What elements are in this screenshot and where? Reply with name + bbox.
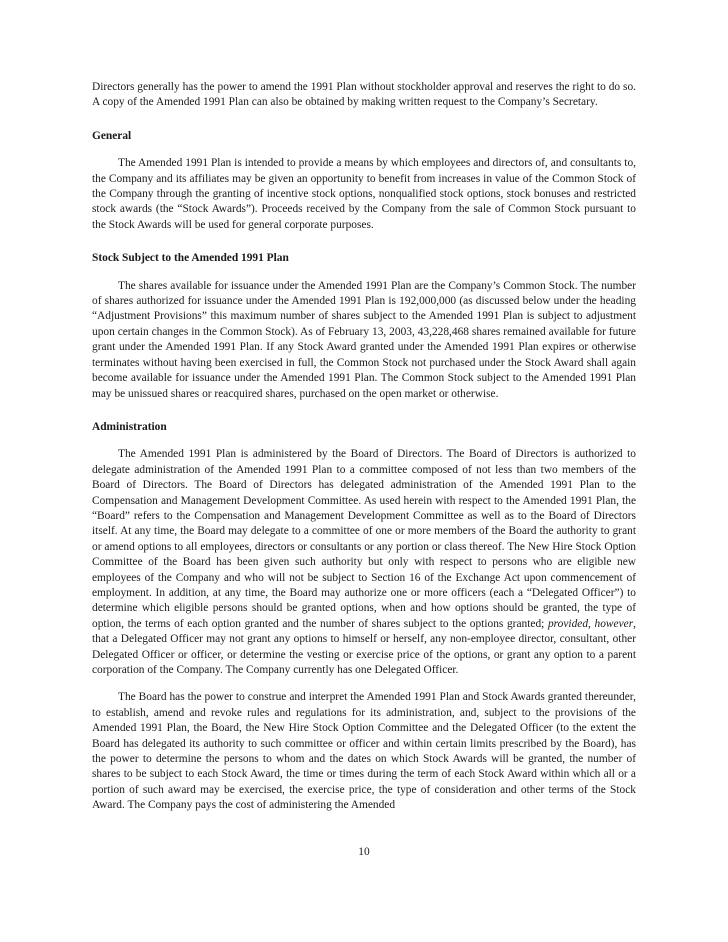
page-number: 10 xyxy=(358,846,370,858)
general-paragraph: The Amended 1991 Plan is intended to provide a means by which employees and directors of, and consultants to, the Company and its affiliates may be given an opportunity to benefit from increases in value of the Common Stock of the Company through the granting of incentive stock options, nonqualified stock options, stock bonuses and restricted stock awards (the “Stock Awards”). Proceeds received by the Company from the sale of Common Stock pursuant to the Stock Awards will be used for general corporate purposes. xyxy=(92,157,636,231)
administration-paragraph-1-text-a: The Amended 1991 Plan is administered by the Board of Directors. The Board of Directors is authorized to delegate administration of the Amended 1991 Plan to a committee composed of not less than two members of the Board of Directors. The Board of Directors has delegated administration of the Amended 1991 Plan to the Compensation and Management Development Committee. As used herein with respect to the Amended 1991 Plan, the “Board” refers to the Compensation and Management Development Committee as well as to the Board of Directors itself. At any time, the Board may delegate to a committee of one or more members of the Board the authority to grant or amend options to all employees, directors or consultants or any portion or class thereof. The New Hire Stock Option Committee of the Board has been given such authority but only with respect to persons who are eligible new employees of the Company and who will not be subject to Section 16 of the Exchange Act upon commencement of employment. In addition, at any time, the Board may authorize one or more officers (each a “Delegated Officer”) to determine which eligible persons should be granted options, when and how options should be granted, the type of option, the terms of each option granted and the number of shares subject to the options granted; xyxy=(92,448,636,630)
document-page xyxy=(92,80,636,814)
administration-paragraph-2: The Board has the power to construe and interpret the Amended 1991 Plan and Stock Awards granted thereunder, to establish, amend and revoke rules and regulations for its administration, and, subject to the provisions of the Amended 1991 Plan, the Board, the New Hire Stock Option Committee and the Delegated Officer (to the extent the Board has delegated its authority to such committee or officer and within certain limits prescribed by the Board), has the power to determine the persons to whom and the dates on which Stock Awards will be granted, the number of shares to be subject to each Stock Award, the time or times during the term of each Stock Award within which all or a portion of such award may be exercised, the exercise price, the type of consideration and other terms of the Stock Award. The Company pays the cost of administering the Amended xyxy=(92,691,636,812)
section-heading-stock-subject: Stock Subject to the Amended 1991 Plan xyxy=(92,252,289,265)
stock-subject-paragraph: The shares available for issuance under the Amended 1991 Plan are the Company’s Common Stock. The number of shares authorized for issuance under the Amended 1991 Plan is 192,000,000 (as discussed below under the heading “Adjustment Provisions” this maximum number of shares subject to the Amended 1991 Plan is subject to adjustment upon certain changes in the Common Stock). As of February 13, 2003, 43,228,468 shares remained available for future grant under the Amended 1991 Plan. If any Stock Award granted under the Amended 1991 Plan expires or otherwise terminates without having been exercised in full, the Common Stock not purchased under the Stock Award shall again become available for issuance under the Amended 1991 Plan. The Common Stock subject to the Amended 1991 Plan may be unissued shares or reacquired shares, purchased on the open market or otherwise. xyxy=(92,279,636,400)
administration-paragraph-1-text-b: , that a Delegated Officer may not grant any options to himself or herself, any non-employee director, consultant, other Delegated Officer or officer, or determine the vesting or exercise price of the options, or grant any option to a parent corporation of the Company. The Company currently has one Delegated Officer. xyxy=(92,617,636,676)
section-heading-administration: Administration xyxy=(92,420,167,433)
administration-paragraph-1 xyxy=(92,447,636,678)
provided-however-italic: provided, however xyxy=(547,617,634,630)
section-heading-general: General xyxy=(92,129,132,142)
intro-paragraph: Directors generally has the power to amend the 1991 Plan without stockholder approval and reserves the right to do so. A copy of the Amended 1991 Plan can also be obtained by making written request to the Company’s Secretary. xyxy=(92,81,636,109)
